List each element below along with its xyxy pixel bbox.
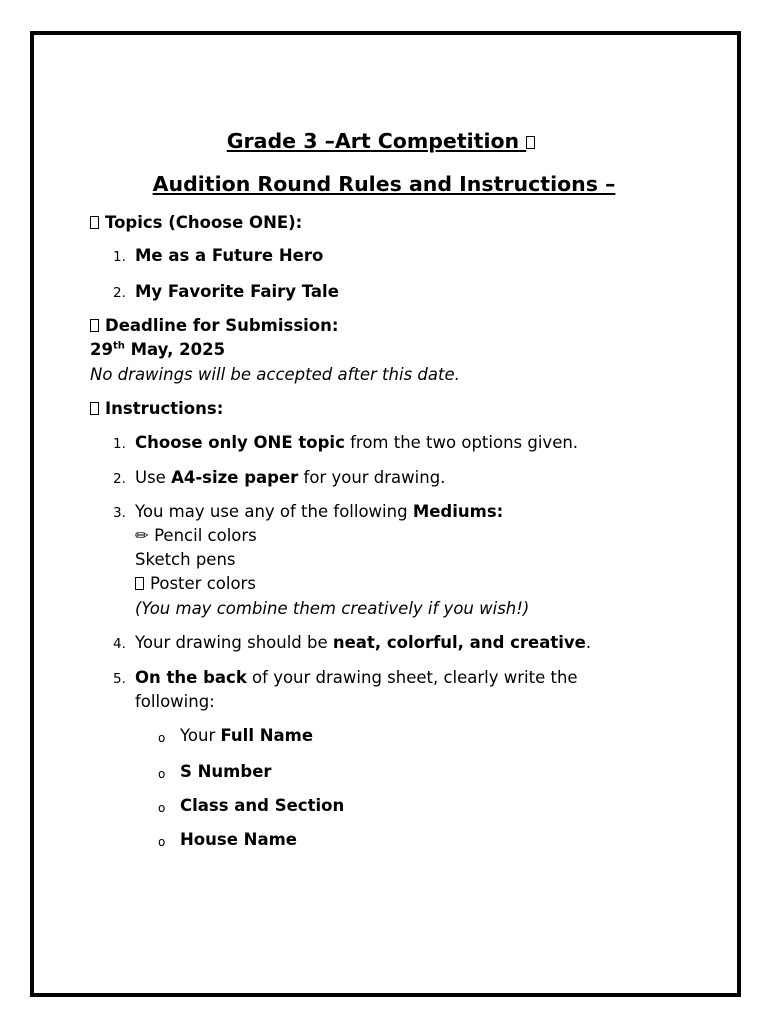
instruction-item-continued: following: [135, 692, 215, 711]
topics-heading: Topics (Choose ONE): [90, 213, 302, 233]
topic-item: Me as a Future Hero [135, 246, 324, 265]
medium-pencil-colors: ✏ Pencil colors [135, 526, 257, 545]
topics-emoji-icon [90, 216, 99, 229]
topic-number: 2. [113, 285, 126, 301]
instruction-item: You may use any of the following Mediums: [135, 502, 504, 521]
bullet-icon: o [158, 731, 166, 745]
back-item-house-name: House Name [180, 830, 297, 849]
instruction-number: 4. [113, 636, 126, 652]
instruction-number: 3. [113, 505, 126, 521]
instruction-number: 2. [113, 471, 126, 487]
instructions-heading: Instructions: [90, 399, 223, 419]
topic-item: My Favorite Fairy Tale [135, 282, 339, 301]
instruction-item: Choose only ONE topic from the two options given. [135, 433, 579, 452]
document-title: Grade 3 –Art Competition [0, 129, 768, 153]
back-item-full-name: Your Full Name [180, 726, 314, 745]
topic-number: 1. [113, 249, 126, 265]
deadline-heading: Deadline for Submission: [90, 316, 339, 336]
instruction-item: Your drawing should be neat, colorful, and creative. [135, 633, 592, 652]
mediums-note: (You may combine them creatively if you wish!) [135, 599, 530, 618]
document-subtitle: Audition Round Rules and Instructions – [152, 172, 616, 196]
instruction-number: 1. [113, 436, 126, 452]
medium-sketch-pens: Sketch pens [135, 550, 236, 569]
instruction-item: On the back of your drawing sheet, clearly write the [135, 668, 578, 687]
medium-poster-colors: Poster colors [135, 574, 256, 594]
deadline-emoji-icon [90, 319, 99, 332]
instruction-number: 5. [113, 671, 126, 687]
instructions-emoji-icon [90, 402, 99, 415]
palette-icon [135, 577, 144, 590]
instruction-item: Use A4-size paper for your drawing. [135, 468, 446, 487]
bullet-icon: o [158, 767, 166, 781]
bullet-icon: o [158, 801, 166, 815]
back-item-s-number: S Number [180, 762, 272, 781]
bullet-icon: o [158, 835, 166, 849]
title-emoji-icon [526, 136, 535, 149]
back-item-class-section: Class and Section [180, 796, 345, 815]
deadline-note: No drawings will be accepted after this date. [90, 365, 460, 384]
deadline-date: 29th May, 2025 [90, 340, 226, 359]
